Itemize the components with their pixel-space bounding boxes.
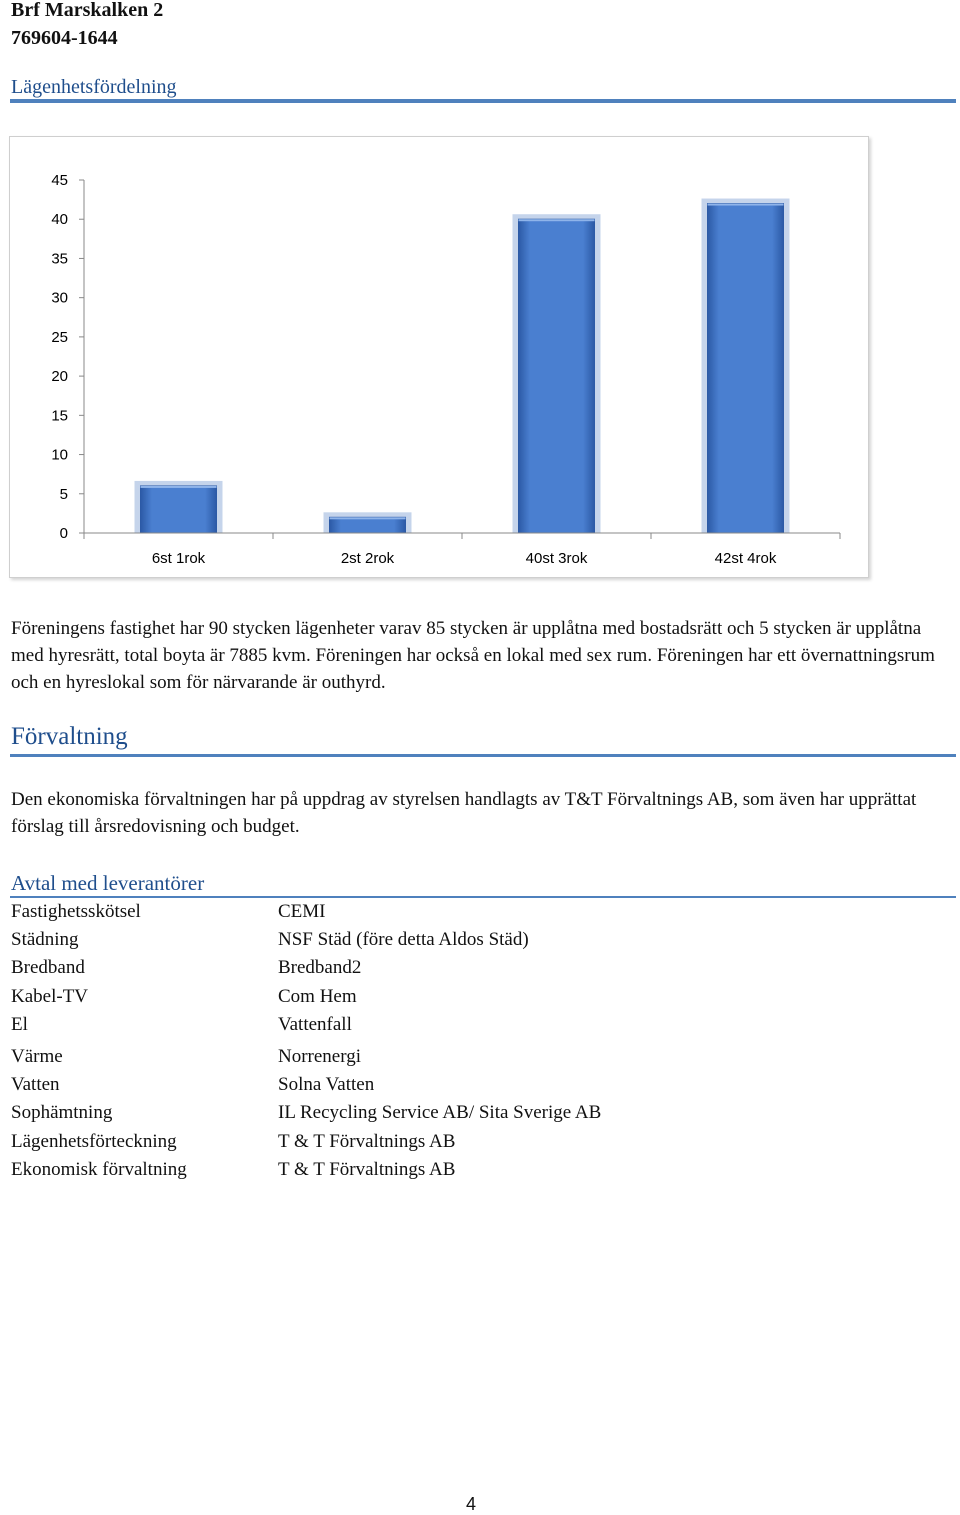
supplier-name: CEMI — [278, 901, 326, 922]
paragraph-forvaltning: Den ekonomiska förvaltningen har på uppdrag av styrelsen handlagts av T&T Förvaltnings AB, som även har upprättat förslag till årsredovisning och budget. — [11, 789, 917, 837]
x-tick-label: 2st 2rok — [340, 550, 395, 567]
supplier-row — [11, 1071, 375, 1099]
service-label: Vatten — [11, 1074, 60, 1095]
service-label: Bredband — [11, 957, 85, 978]
supplier-name: T & T Förvaltnings AB — [278, 1131, 456, 1152]
supplier-row — [11, 1011, 352, 1039]
section-rule — [10, 754, 956, 757]
bar-series — [135, 199, 790, 533]
bar-highlight — [519, 219, 595, 221]
section-title-avtal: Avtal med leverantörer — [11, 871, 205, 895]
supplier-name: Bredband2 — [278, 957, 362, 978]
bar-highlight — [708, 204, 784, 206]
x-tick-label: 40st 3rok — [525, 550, 588, 567]
bar-highlight — [330, 517, 406, 519]
supplier-name: NSF Städ (före detta Aldos Städ) — [278, 929, 529, 950]
y-tick-label: 15 — [51, 407, 68, 425]
chart-canvas — [10, 137, 868, 577]
section-rule — [10, 896, 956, 898]
supplier-row — [11, 983, 357, 1011]
bar — [708, 204, 784, 533]
y-tick-label: 5 — [59, 485, 68, 503]
y-tick-label: 20 — [51, 368, 68, 386]
bar — [330, 517, 406, 533]
y-tick-label: 25 — [51, 328, 68, 346]
y-tick-label: 35 — [51, 250, 68, 268]
supplier-row — [11, 1156, 456, 1184]
bar-highlight — [141, 486, 217, 488]
y-tick-label: 0 — [59, 525, 68, 542]
supplier-name: IL Recycling Service AB/ Sita Sverige AB — [278, 1102, 602, 1123]
bar — [141, 486, 217, 533]
x-tick-label: 6st 1rok — [151, 550, 206, 567]
service-label: Städning — [11, 929, 79, 950]
x-tick-label: 42st 4rok — [714, 550, 777, 567]
bar-chart — [9, 136, 869, 578]
y-tick-label: 40 — [51, 211, 68, 229]
supplier-name: Norrenergi — [278, 1046, 362, 1067]
supplier-row — [11, 926, 529, 954]
section-rule — [10, 99, 956, 103]
service-label: El — [11, 1014, 28, 1035]
x-axis — [84, 533, 840, 567]
service-label: Kabel-TV — [11, 986, 89, 1007]
supplier-name: Solna Vatten — [278, 1074, 375, 1095]
paragraph-lagenheter: Föreningens fastighet har 90 stycken lägenheter varav 85 stycken är upplåtna med bostadsrätt och 5 stycken är upplåtna med hyresrätt, total boyta är 7885 kvm. Föreningen har också en lokal med sex rum. Föreningen har ett övernattningsrum och en hyreslokal som för närvarande är outhyrd. — [11, 618, 935, 693]
supplier-row — [11, 1043, 362, 1071]
y-tick-label: 45 — [51, 172, 68, 189]
supplier-name: T & T Förvaltnings AB — [278, 1159, 456, 1180]
service-label: Ekonomisk förvaltning — [11, 1159, 187, 1180]
page-number: 4 — [466, 1494, 477, 1514]
supplier-name: Com Hem — [278, 986, 357, 1007]
section-title-lagenhetsfordelning: Lägenhetsfördelning — [11, 76, 177, 98]
organization-name: Brf Marskalken 2 — [11, 0, 164, 21]
supplier-row — [11, 1128, 456, 1156]
organization-number: 769604-1644 — [11, 27, 118, 49]
y-tick-label: 10 — [51, 446, 68, 464]
section-title-forvaltning: Förvaltning — [11, 723, 128, 750]
service-label: Fastighetsskötsel — [11, 901, 141, 922]
service-label: Sophämtning — [11, 1102, 113, 1123]
service-label: Lägenhetsförteckning — [11, 1131, 177, 1152]
bar — [519, 219, 595, 533]
service-label: Värme — [11, 1046, 63, 1067]
y-axis — [51, 172, 84, 542]
supplier-row — [11, 1099, 602, 1127]
supplier-row — [11, 954, 362, 982]
y-tick-label: 30 — [51, 289, 68, 307]
supplier-row — [11, 898, 326, 926]
supplier-name: Vattenfall — [278, 1014, 352, 1035]
